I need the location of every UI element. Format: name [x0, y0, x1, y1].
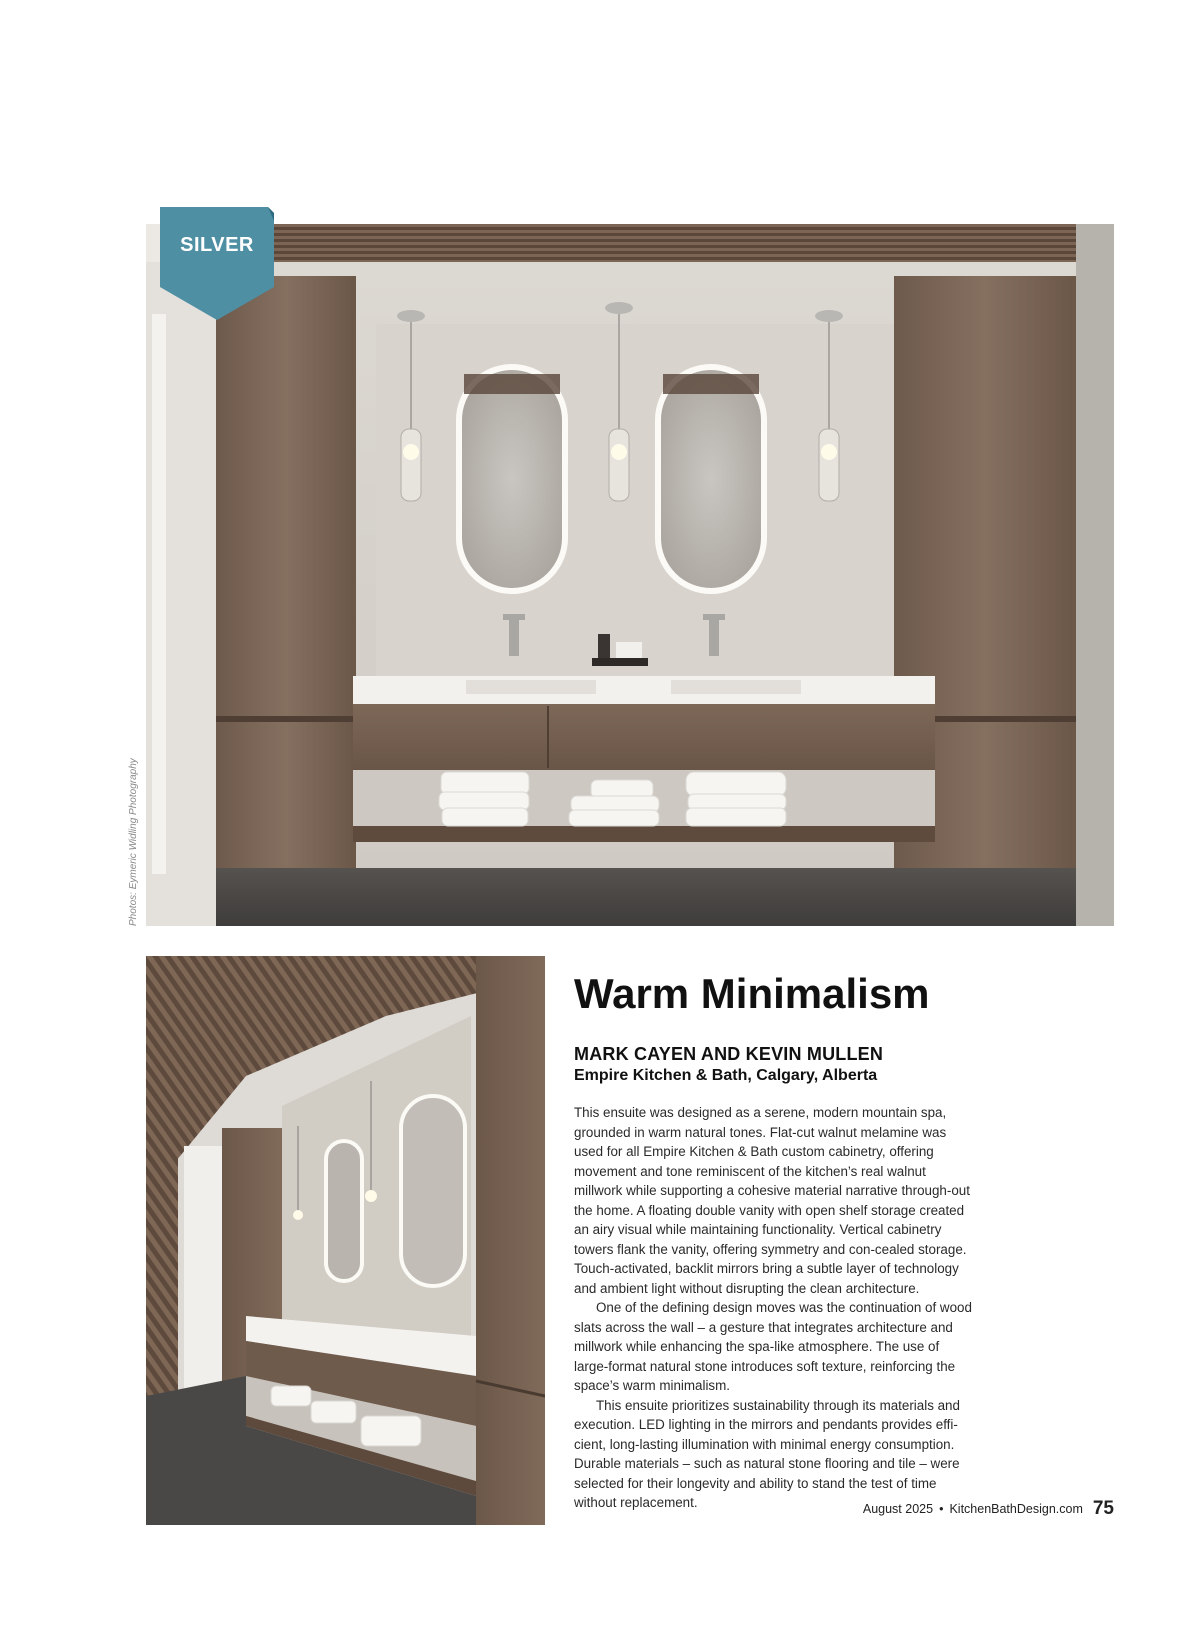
secondary-photo [146, 956, 545, 1525]
photo-credit: Photos: Eymeric Widling Photography [128, 758, 139, 926]
article [574, 970, 974, 1513]
body-paragraph: This ensuite was designed as a serene, modern mountain spa, grounded in warm natural tones. Flat-cut walnut melamine was used for all Empire Kitchen & Bath custom cabinetry, offering movement and tone reminiscent of the kitchen’s real walnut millwork while supporting a cohesive material narrative through-out the home. A floating double vanity with open shelf storage created an airy visual while maintaining functionality. Vertical cabinetry towers flank the vanity, offering symmetry and con-cealed storage. Touch-activated, backlit mirrors bring a subtle layer of technology and ambient light without disrupting the clean architecture. [574, 1105, 970, 1296]
page-footer [863, 1498, 1114, 1520]
body-paragraph: This ensuite prioritizes sustainability through its materials and execution. LED lighting in the mirrors and pendants provides effi-cient, long-lasting illumination with minimal energy consumption. Durable materials – such as natural stone flooring and tile – were selected for their longevity and ability to stand the test of time without replacement. [574, 1397, 960, 1511]
award-badge-label: SILVER [180, 234, 254, 256]
body-paragraph: One of the defining design moves was the continuation of wood slats across the wall – a gesture that integrates architecture and millwork while enhancing the spa-like atmosphere. The use of large-format natural stone introduces soft texture, reinforcing the space’s warm minimalism. [574, 1300, 972, 1394]
designer-names: MARK CAYEN AND KEVIN MULLEN [574, 1044, 884, 1065]
website-link[interactable]: KitchenBathDesign.com [949, 1502, 1083, 1516]
article-title: Warm Minimalism [574, 970, 930, 1017]
firm-location: Empire Kitchen & Bath, Calgary, Alberta [574, 1067, 878, 1085]
hero-photo [146, 224, 1114, 926]
footer-separator: • [939, 1502, 944, 1516]
silver-ribbon-icon [160, 207, 274, 320]
page-number: 75 [1092, 1498, 1114, 1519]
issue-date: August 2025 [862, 1502, 934, 1516]
